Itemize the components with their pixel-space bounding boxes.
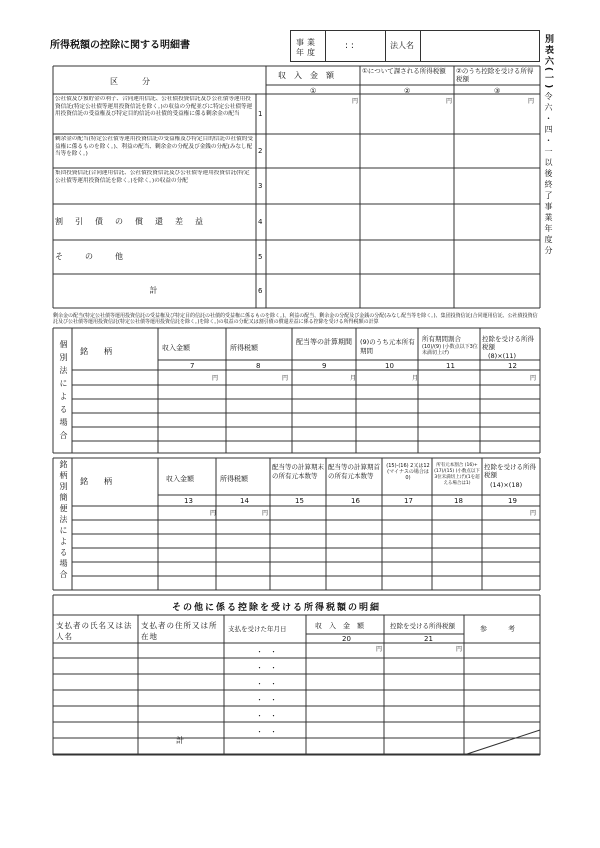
sim-col-ratio: 所有元本割合 (16)+(17)/(15) (小数点以下3位未満切上げ)(1を超える場合は1) xyxy=(434,463,480,486)
other-date-field-6[interactable]: ・ ・ xyxy=(256,728,277,736)
t1-row-label-5: そ の 他 xyxy=(55,252,125,261)
ind-unit-income: 円 xyxy=(212,375,219,382)
fiscal-year-field[interactable]: : : xyxy=(345,41,354,51)
t1-unit-2: 円 xyxy=(446,98,453,105)
ind-num-11: 11 xyxy=(446,362,455,370)
other-unit-income: 円 xyxy=(376,646,383,653)
other-date-field-3[interactable]: ・ ・ xyxy=(256,680,277,688)
ind-num-10: 10 xyxy=(385,362,394,370)
ind-unit-deduct: 円 xyxy=(530,375,537,382)
t1-row-label-3: 集団投資信託(合同運用信託、公社債投資信託及び公社債等運用投資信託(特定公社債等運用投資信託を除く。)を除く。)の収益の分配 xyxy=(55,170,250,184)
ind-num-12: 12 xyxy=(508,362,517,370)
t1-row-no-6: 6 xyxy=(258,287,263,295)
other-date-field-2[interactable]: ・ ・ xyxy=(256,664,277,672)
t1-input-income-6[interactable] xyxy=(267,275,359,307)
sim-num-13: 13 xyxy=(184,497,193,505)
sim-col-income: 収入金額 xyxy=(166,475,194,483)
other-col-payer-addr: 支払者の住所又は所在地 xyxy=(141,621,218,641)
other-col-date: 支払を受けた年月日 xyxy=(228,625,287,633)
sim-col-start: 配当等の計算期首の所有元本数等 xyxy=(328,463,380,480)
sim-num-19: 19 xyxy=(508,497,517,505)
t1-num1: ① xyxy=(310,87,317,95)
sim-col-tax: 所得税額 xyxy=(220,475,248,483)
ind-col-brand: 銘 柄 xyxy=(80,347,112,356)
other-col-remarks: 参 考 xyxy=(480,625,515,633)
side-note: 令六・四・一以後終了事業年度分 xyxy=(544,92,553,257)
ind-deduct-formula: (8)×(11) xyxy=(488,352,516,360)
ind-num-8: 8 xyxy=(256,362,261,370)
t1-row-no-1: 1 xyxy=(258,110,263,118)
other-date-field-5[interactable]: ・ ・ xyxy=(256,712,277,720)
sim-col-brand: 銘 柄 xyxy=(80,477,112,486)
sim-num-17: 17 xyxy=(404,497,413,505)
t1-input-income-3[interactable] xyxy=(267,169,359,203)
t1-input-income-2[interactable] xyxy=(267,135,359,167)
t1-col-income: 収 入 金 額 xyxy=(278,71,334,80)
t1-row-no-3: 3 xyxy=(258,182,263,190)
t1-input-deduct-4[interactable] xyxy=(455,205,539,239)
t1-input-income-4[interactable] xyxy=(267,205,359,239)
t1-input-taxed-3[interactable] xyxy=(361,169,453,203)
other-col-deduct: 控除を受ける所得税額 xyxy=(390,622,455,630)
ind-col-held: (9)のうち元本所有期間 xyxy=(360,338,415,355)
t1-unit-1: 円 xyxy=(352,98,359,105)
t1-num3: ③ xyxy=(494,87,501,95)
sim-num-14: 14 xyxy=(240,497,249,505)
t1-row-label-1: 公社債及び預貯金の利子、合同運用信託、公社債投資信託及び公社債等運用投資信託(特定公社債等運用投資信託を除く。)の収益の分配並びに特定公社債等運用投資信託の受益権及び特定目的信託の社債的受益権に係る剰余金の配当 xyxy=(55,96,253,117)
t1-input-income-5[interactable] xyxy=(267,241,359,273)
t1-input-deduct-5[interactable] xyxy=(455,241,539,273)
form-title: 所得税額の控除に関する明細書 xyxy=(50,40,190,51)
t1-col-deduct: ②のうち控除を受ける所得税額 xyxy=(456,67,534,83)
t1-num2: ② xyxy=(404,87,411,95)
sim-num-15: 15 xyxy=(295,497,304,505)
t1-row-no-4: 4 xyxy=(258,218,263,226)
t1-row-no-5: 5 xyxy=(258,253,263,261)
t1-row-label-4: 割 引 債 の 償 還 差 益 xyxy=(55,217,205,226)
ind-unit-tax: 円 xyxy=(282,375,289,382)
sim-unit-tax: 円 xyxy=(262,510,269,517)
other-col-payer-name: 支払者の氏名又は法人名 xyxy=(56,621,133,641)
sim-num-18: 18 xyxy=(454,497,463,505)
other-num-21: 21 xyxy=(424,635,433,643)
other-total-label: 計 xyxy=(176,736,184,745)
t1-row-no-2: 2 xyxy=(258,147,263,155)
ind-col-income: 収入金額 xyxy=(162,344,190,352)
ind-ratio-note: (10)/(9) (小数点以下3位未満切上げ) xyxy=(422,344,478,356)
t1-col-class: 区 分 xyxy=(110,77,150,86)
sim-col-deduct: 控除を受ける所得税額 xyxy=(484,463,536,479)
ind-unit-held: 月 xyxy=(412,375,419,382)
ind-num-9: 9 xyxy=(322,362,327,370)
t1-input-taxed-1[interactable] xyxy=(361,95,453,133)
t1-input-deduct-3[interactable] xyxy=(455,169,539,203)
t1-input-taxed-6[interactable] xyxy=(361,275,453,307)
other-date-field-1[interactable]: ・ ・ xyxy=(256,648,277,656)
t1-input-taxed-5[interactable] xyxy=(361,241,453,273)
ind-num-7: 7 xyxy=(190,362,195,370)
ind-unit-period: 月 xyxy=(350,375,357,382)
sim-col-calc: (15)-(16) 2又は12 (マイナスの場合は0) xyxy=(386,463,430,481)
t1-row-label-2: 剰余金の配当(特定公社債等運用投資信託の受益権及び特定目的信託の社債的受益権に係るものを除く。)、利益の配当、剰余金の分配及び金銭の分配(みなし配当等を除く。) xyxy=(55,136,253,157)
t1-input-income-1[interactable] xyxy=(267,95,359,133)
ind-col-ratio: 所有期間割合 xyxy=(422,335,461,343)
sim-unit-income: 円 xyxy=(210,510,217,517)
simplified-side-label: 銘柄別簡便法による場合 xyxy=(59,460,68,581)
side-title: 別表六(一) xyxy=(543,34,553,91)
t1-input-deduct-1[interactable] xyxy=(455,95,539,133)
corp-name-label: 法人名 xyxy=(390,41,414,50)
calc-note: 剰余金の配当(特定公社債等運用投資信託の受益権及び特定目的信託の社債的受益権に係るものを除く。)、利益の配当、剰余金の分配及び金銭の分配(みなし配当等を除く。)、集団投資信託(合同運用信託、公社債投資信託及び公社債等運用投資信託(特定公社債等運用投資信託を除く。)を除く。)の収益の分配又は割引債の償還差益に係る控除を受ける所得税額の計算 xyxy=(53,313,538,325)
sim-deduct-formula: (14)×(18) xyxy=(490,481,523,489)
t1-input-deduct-2[interactable] xyxy=(455,135,539,167)
fiscal-year-label: 事業年度 xyxy=(296,38,318,57)
ind-col-period: 配当等の計算期間 xyxy=(296,338,352,346)
other-num-20: 20 xyxy=(342,635,351,643)
t1-input-deduct-6[interactable] xyxy=(455,275,539,307)
t1-col-taxed: ①について課される所得税額 xyxy=(362,67,446,75)
t1-input-taxed-4[interactable] xyxy=(361,205,453,239)
sim-col-end: 配当等の計算期末の所有元本数等 xyxy=(272,463,324,480)
other-col-income: 収 入 金 額 xyxy=(315,622,364,630)
other-unit-deduct: 円 xyxy=(456,646,463,653)
sim-num-16: 16 xyxy=(351,497,360,505)
ind-col-tax: 所得税額 xyxy=(230,344,258,352)
t1-row-label-6: 計 xyxy=(149,286,160,295)
t1-unit-3: 円 xyxy=(528,98,535,105)
ind-col-deduct: 控除を受ける所得税額 xyxy=(482,335,534,351)
other-date-field-4[interactable]: ・ ・ xyxy=(256,696,277,704)
t1-input-taxed-2[interactable] xyxy=(361,135,453,167)
individual-side-label: 個別法による場合 xyxy=(59,340,68,444)
sim-unit-deduct: 円 xyxy=(530,510,537,517)
other-section-title: その他に係る控除を受ける所得税額の明細 xyxy=(172,603,382,613)
